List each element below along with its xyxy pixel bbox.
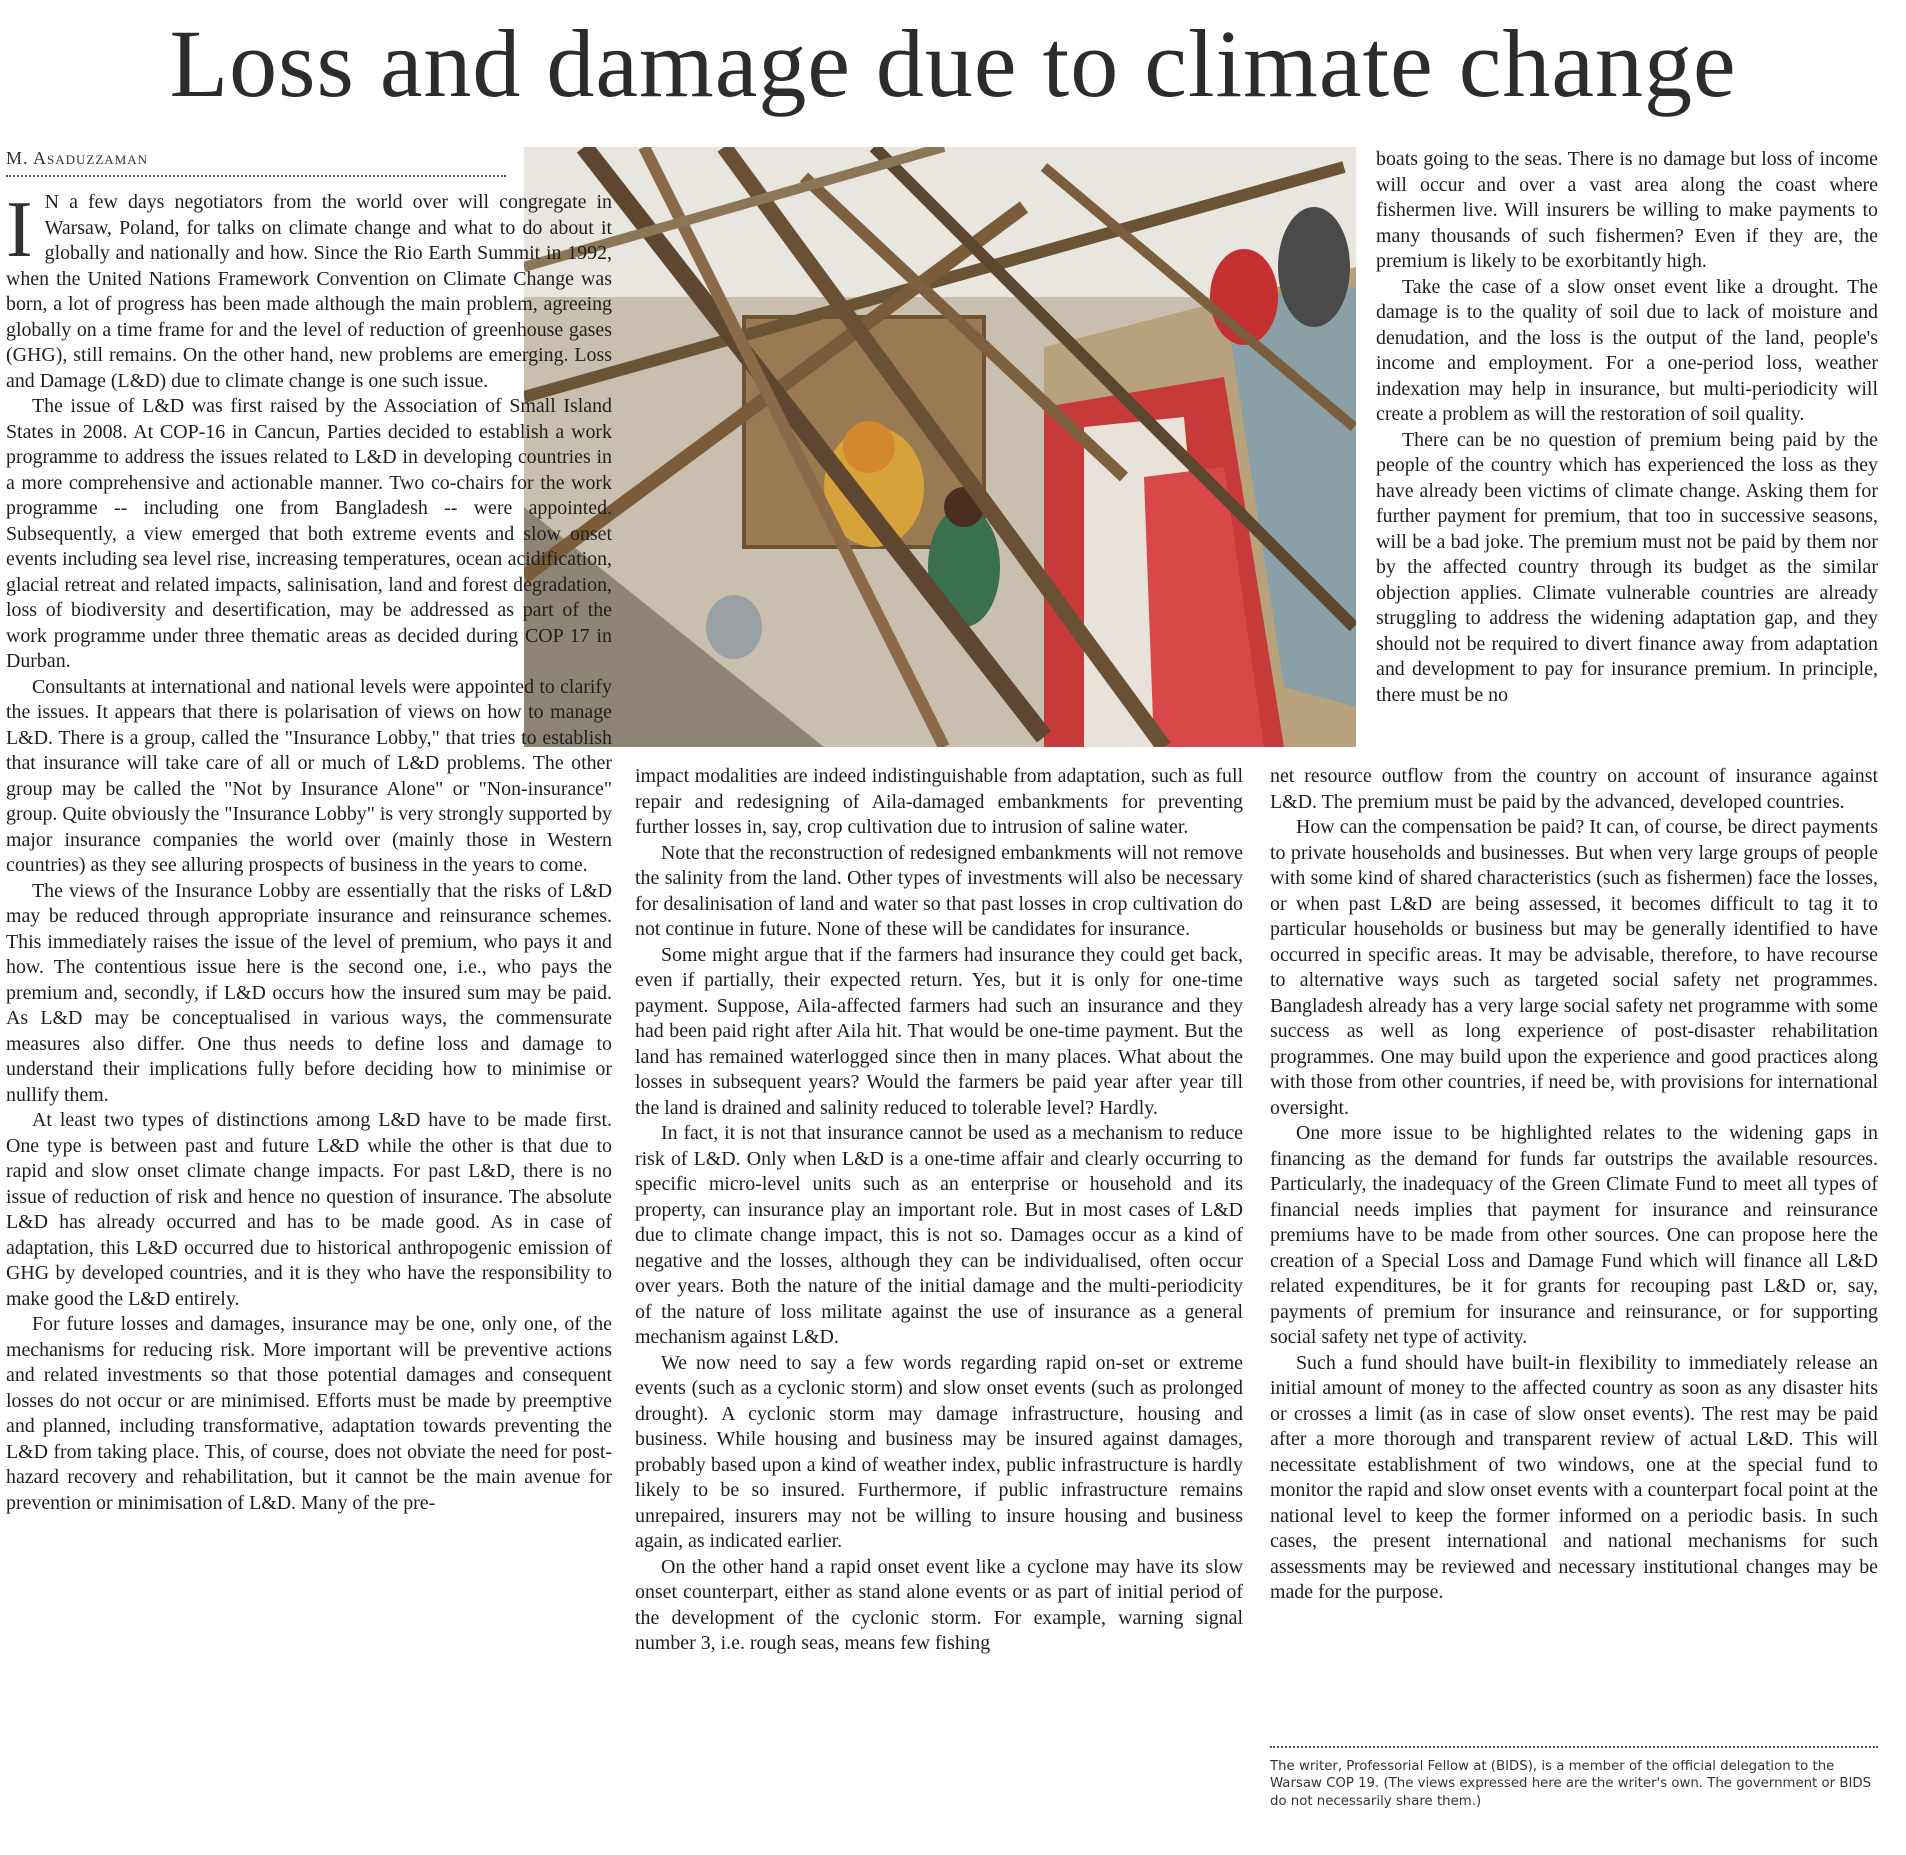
article-paragraph: impact modalities are indeed indistinguishable from adaptation, such as full repair and redesigning of Aila-damaged embankments for preventing further losses in, say, crop cultivation due to intrusion of saline water. (635, 765, 1243, 838)
article-paragraph: At least two types of distinctions among L&D have to be made first. One type is between past and future L&D while the other is that due to rapid and slow onset climate change impacts. For past L&D, there is no issue of reduction of risk and hence no question of insurance. The absolute L&D has already occurred and has to be made good. As in case of adaptation, this L&D occurred due to historical anthropogenic emission of GHG by developed countries, and it is they who have the responsibility to make good the L&D entirely. (6, 1109, 612, 1310)
paragraph-text: N a few days negotiators from the world over will congregate in Warsaw, Poland, for talks on climate change and what to do about it globally and nationally and how. Since the Rio Earth Summit in 1992, when the United Nations Framework Convention on Climate Change was born, a lot of progress has been made although the main problem, agreeing globally on a time frame for and the level of reduction of greenhouse gases (GHG), still remains. On the other hand, new problems are emerging. Loss and Damage (L&D) due to climate change is one such issue. (6, 191, 612, 392)
article-paragraph: On the other hand a rapid onset event like a cyclone may have its slow onset counterpart, either as stand alone events or as part of initial period of the development of the cyclonic storm. For example, warning signal number 3, i.e. rough seas, means few fishing (635, 1555, 1243, 1654)
headline: Loss and damage due to climate change (169, 10, 1737, 117)
article-paragraph: The views of the Insurance Lobby are essentially that the risks of L&D may be reduced through appropriate insurance and reinsurance schemes. This immediately raises the issue of the level of premium, who pays it and how. The contentious issue here is the second one, i.e., who pays the premium and, secondly, if L&D occurs how the insured sum may be paid. As L&D may be conceptualised in various ways, the commensurate measures also differ. One thus needs to define loss and damage to understand their implications fully before deciding how to minimise or nullify them. (6, 879, 612, 1106)
article-column-3-bottom (1270, 764, 1878, 1606)
article-column-3-top (1376, 147, 1878, 708)
article-paragraph: The issue of L&D was first raised by the Association of Small Island States in 2008. At COP-16 in Cancun, Parties decided to establish a work programme to address the issues related to L&D in developing countries in a more comprehensive and actionable manner. Two co-chairs for the work programme -- including one from Bangladesh -- were appointed. Subsequently, a view emerged that both extreme events and slow onset events including sea level rise, increasing temperatures, ocean acidification, glacial retreat and related impacts, salinisation, land and forest degradation, loss of biodiversity and desertification, may be addressed as part of the work programme under three thematic areas as decided during COP 17 in Durban. (6, 395, 612, 672)
article-paragraph: Such a fund should have built-in flexibility to immediately release an initial amount of money to the affected country as soon as any disaster hits or crosses a limit (as in case of slow onset events). The rest may be paid after a more thorough and transparent review of actual L&D. This will necessitate establishment of two windows, one at the special fund to monitor the rapid and slow onset events with a counterpart focal point at the national level to keep the former informed on a periodic basis. In such cases, the present international and national mechanisms for such assessments may be reviewed and necessary institutional changes may be made for the purpose. (1270, 1351, 1878, 1603)
article-column-2 (635, 764, 1243, 1657)
drop-cap: I (6, 186, 33, 274)
article-paragraph: How can the compensation be paid? It can, of course, be direct payments to private households and businesses. But when very large groups of people with some kind of shared characteristics (such as fishermen) face the losses, or when past L&D are being assessed, it becomes difficult to tag it to particular households or business but may be generally identified to have occurred in specific areas. It may be advisable, therefore, to have recourse to alternative ways such as targeted social safety net programmes. Bangladesh already has a very large social safety net programme with some success as well as long experience of post-disaster rehabilitation programmes. One may build upon the experience and good practices along with those from other countries, if need be, with provisions for international oversight. (1270, 816, 1878, 1119)
author-note: The writer, Professorial Fellow at (BIDS), is a member of the official delegation to the Warsaw COP 19. (The views expressed here are the writer's own. The government or BIDS do not necessarily share them.) (1270, 1746, 1878, 1810)
byline: M. Asaduzzaman (6, 148, 506, 177)
article-paragraph: For future losses and damages, insurance may be one, only one, of the mechanisms for reducing risk. More important will be preventive actions and related investments so that those potential damages and consequent losses do not occur or are minimised. Efforts must be made by preemptive and planned, including transformative, adaptation towards preventing the L&D from taking place. This, of course, does not obviate the need for post-hazard recovery and rehabilitation, but it cannot be the main avenue for prevention or minimisation of L&D. Many of the pre- (6, 1313, 612, 1514)
article-paragraph: Take the case of a slow onset event like a drought. The damage is to the quality of soil due to lack of moisture and denudation, and the loss is the output of the land, people's income and employment. For a one-period loss, weather indexation may help in insurance, but multi-periodicity will create a problem as will the restoration of soil quality. (1376, 275, 1878, 425)
article-paragraph: There can be no question of premium being paid by the people of the country which has experienced the loss as they have already been victims of climate change. Asking them for further payment for premium, that too in successive seasons, will be a bad joke. The premium must not be paid by them nor by the affected country through its budget as the similar objection applies. Climate vulnerable countries are already struggling to address the widening adaptation gap, and they should not be required to divert finance away from adaptation and development to pay for insurance premium. In principle, there must be no (1376, 428, 1878, 706)
photo-image (524, 147, 1356, 747)
article-paragraph: net resource outflow from the country on account of insurance against L&D. The premium must be paid by the advanced, developed countries. (1270, 765, 1878, 813)
article-paragraph: Some might argue that if the farmers had insurance they could get back, even if partially, their expected return. Yes, but it is only for one-time payment. Suppose, Aila-affected farmers had such an insurance and they had been paid right after Aila hit. That would be one-time payment. But the land has remained waterlogged since then in many places. What about the losses in subsequent years? Would the farmers be paid year after year till the land is drained and salinity reduced to tolerable level? Hardly. (635, 943, 1243, 1119)
article-paragraph (6, 186, 612, 394)
article-paragraph: One more issue to be highlighted relates to the widening gaps in financing as the demand for funds far outstrips the available resources. Particularly, the inadequacy of the Green Climate Fund to meet all types of financial needs implies that payment for insurance and reinsurance premiums have to be made from other sources. One can propose here the creation of a Special Loss and Damage Fund which will finance all L&D related expenditures, be it for grants for recouping past L&D or, say, payments of premium for insurance and reinsurance, or for supporting social safety net type of activity. (1270, 1122, 1878, 1348)
article-paragraph: In fact, it is not that insurance cannot be used as a mechanism to reduce risk of L&D. Only when L&D is a one-time affair and clearly occurring to specific micro-level units such as an enterprise or household and its property, can insurance play an important role. But in most cases of L&D due to climate change impact, this is not so. Damages occur as a kind of negative and the losses, although they can be individualised, often occur over years. Both the nature of the initial damage and the multi-periodicity of the nature of loss militate against the use of insurance as a general mechanism against L&D. (635, 1122, 1243, 1348)
article-paragraph: We now need to say a few words regarding rapid on-set or extreme events (such as a cyclonic storm) and slow onset events (such as prolonged drought). A cyclonic storm may damage infrastructure, housing and business. While housing and business may be insured against damages, probably based upon a kind of weather index, public infrastructure is hardly likely to be so insured. Furthermore, if public infrastructure remains unrepaired, insurers may not be willing to insure housing and business again, as indicated earlier. (635, 1351, 1243, 1552)
article-paragraph: boats going to the seas. There is no damage but loss of income will occur and over a vast area along the coast where fishermen live. Will insurers be willing to make payments to many thousands of such fishermen? Even if they are, the premium is likely to be exorbitantly high. (1376, 148, 1878, 272)
article-paragraph: Note that the reconstruction of redesigned embankments will not remove the salinity from the land. Other types of investments will also be necessary for desalinisation of land and water so that past losses in crop cultivation do not continue in future. None of these will be candidates for insurance. (635, 841, 1243, 940)
article-paragraph: Consultants at international and national levels were appointed to clarify the issues. It appears that there is polarisation of views on how to manage L&D. There is a group, called the "Insurance Lobby," that tries to establish that insurance will take care of all or much of L&D problems. The other group may be called the "Not by Insurance Alone" or "Non-insurance" group. Quite obviously the "Insurance Lobby" is very strongly supported by major insurance companies the world over (mainly those in Western countries) as they see alluring prospects of business in the years to come. (6, 675, 612, 876)
article-photo (524, 147, 1356, 747)
article-column-1 (6, 186, 612, 1516)
